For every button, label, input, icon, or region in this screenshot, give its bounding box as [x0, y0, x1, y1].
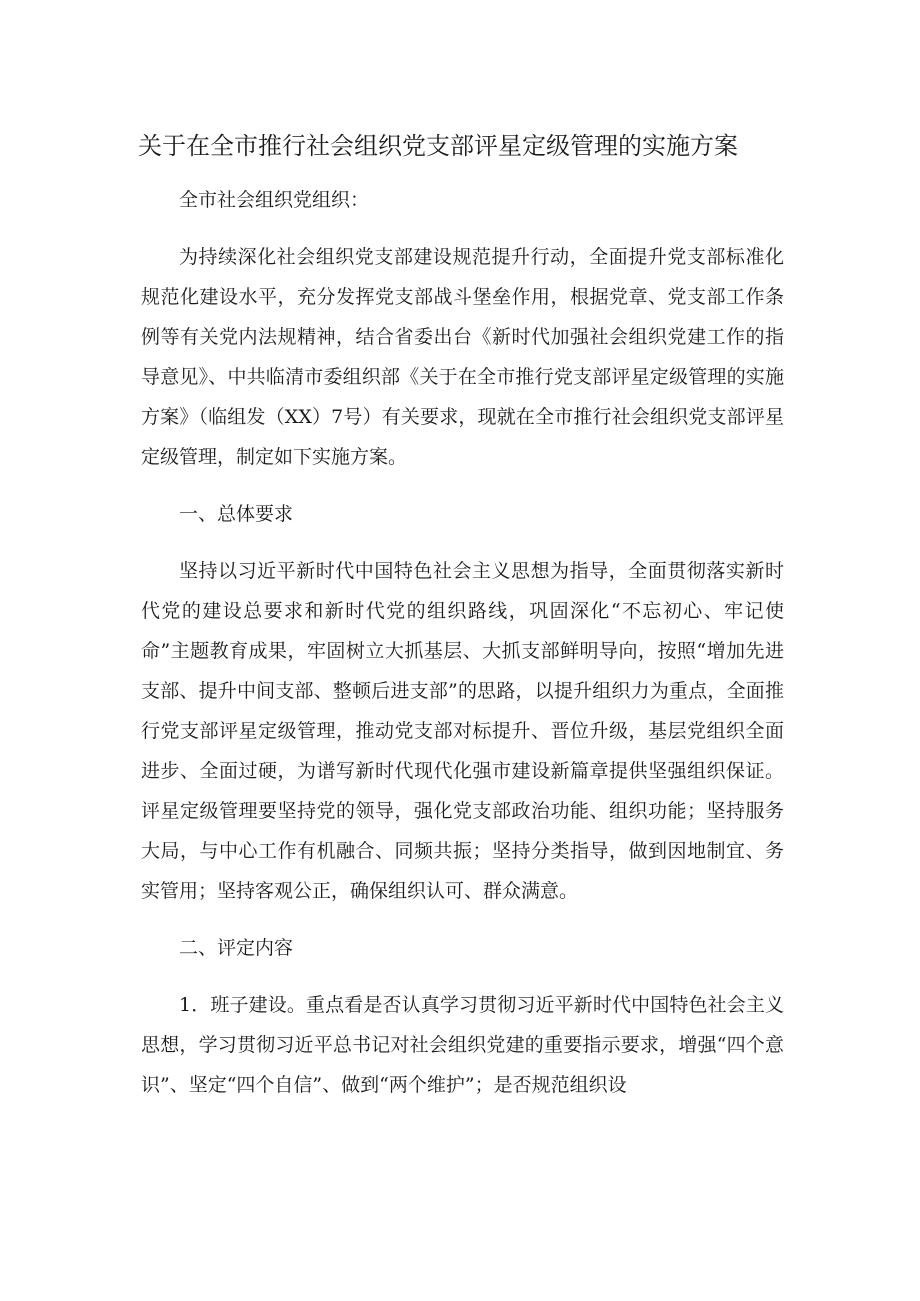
- document-body: [0, 180, 920, 1105]
- salutation: 全市社会组织党组织：: [179, 189, 370, 211]
- section-heading-general-requirements: 一、总体要求: [179, 503, 294, 525]
- intro-paragraph: 为持续深化社会组织党支部建设规范提升行动，全面提升党支部标准化规范化建设水平，充分发挥党支部战斗堡垒作用，根据党章、党支部工作条例等有关党内法规精神，结合省委出台《新时代加强社会组织党建工作的指导意见》、中共临清市委组织部《关于在全市推行党支部评星定级管理的实施方案》（临组发（XX）7号）有关要求，现就在全市推行社会组织党支部评星定级管理，制定如下实施方案。: [141, 246, 784, 468]
- document-title: 关于在全市推行社会组织党支部评星定级管理的实施方案: [138, 132, 738, 160]
- general-requirements-paragraph: 坚持以习近平新时代中国特色社会主义思想为指导，全面贯彻落实新时代党的建设总要求和新时代党的组织路线，巩固深化“不忘初心、牢记使命”主题教育成果，牢固树立大抓基层、大抓支部鲜明导向，按照“增加先进支部、提升中间支部、整顿后进支部”的思路，以提升组织力为重点，全面推行党支部评星定级管理，推动党支部对标提升、晋位升级，基层党组织全面进步、全面过硬，为谱写新时代现代化强市建设新篇章提供坚强组织保证。评星定级管理要坚持党的领导，强化党支部政治功能、组织功能；坚持服务大局，与中心工作有机融合、同频共振；坚持分类指导，做到因地制宜、务实管用；坚持客观公正，确保组织认可、群众满意。: [141, 560, 784, 902]
- item-team-building-paragraph: 1．班子建设。重点看是否认真学习贯彻习近平新时代中国特色社会主义思想，学习贯彻习近平总书记对社会组织党建的重要指示要求，增强“四个意识”、坚定“四个自信”、做到“两个维护”；是否规范组织设: [141, 994, 784, 1096]
- section-heading-evaluation-content: 二、评定内容: [179, 937, 294, 959]
